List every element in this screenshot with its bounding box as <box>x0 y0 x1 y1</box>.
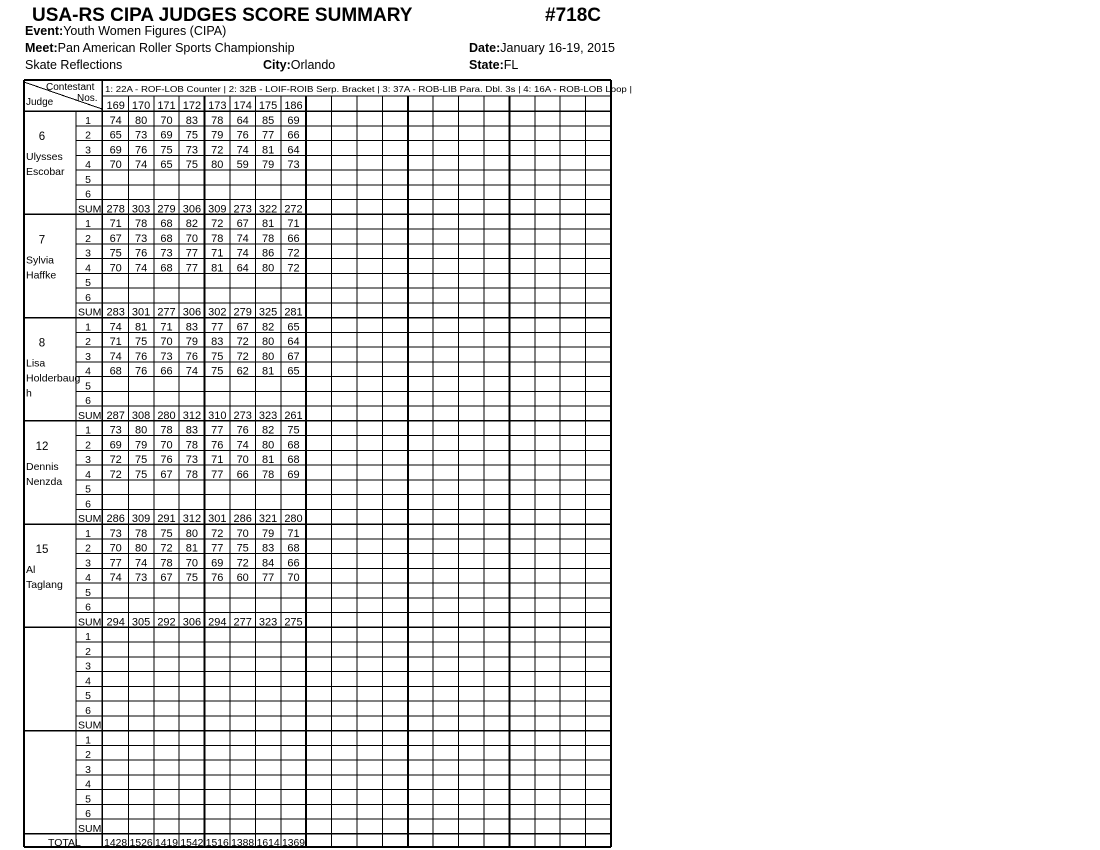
score-cell: 78 <box>185 468 199 481</box>
score-cell: 74 <box>109 321 122 334</box>
score-cell: 81 <box>261 365 275 378</box>
figure-row-number: 3 <box>85 763 91 776</box>
score-cell: 65 <box>109 129 122 142</box>
sum-cell: 323 <box>258 616 278 629</box>
sum-cell: 273 <box>233 409 252 422</box>
score-cell: 74 <box>134 262 148 275</box>
score-cell: 73 <box>134 129 148 142</box>
score-cell: 73 <box>185 454 199 466</box>
score-cell: 75 <box>185 129 199 142</box>
score-cell: 69 <box>109 439 122 452</box>
score-cell: 75 <box>236 542 249 555</box>
score-cell: 67 <box>287 350 300 363</box>
sum-cell: 273 <box>233 203 252 216</box>
score-cell: 80 <box>261 439 275 452</box>
score-cell: 71 <box>211 247 224 260</box>
score-cell: 70 <box>160 439 173 452</box>
score-cell: 68 <box>160 262 173 275</box>
score-cell: 70 <box>185 557 199 570</box>
score-cell: 77 <box>211 542 224 555</box>
judge-header-label: Judge <box>26 97 54 108</box>
score-cell: 80 <box>261 262 275 275</box>
sum-row-label: SUM <box>78 409 102 422</box>
score-cell: 72 <box>109 454 122 466</box>
score-cell: 66 <box>287 232 300 245</box>
score-cell: 77 <box>211 321 224 334</box>
figure-row-number: 3 <box>85 660 91 673</box>
score-cell: 60 <box>236 572 249 584</box>
figure-row-number: 4 <box>85 365 91 378</box>
figure-row-number: 5 <box>85 483 91 496</box>
sum-cell: 292 <box>157 616 176 629</box>
sum-cell: 305 <box>131 616 151 629</box>
score-cell: 74 <box>236 439 249 452</box>
score-cell: 68 <box>160 218 173 230</box>
total-cell: 1516 <box>205 837 230 849</box>
score-cell: 68 <box>109 365 122 378</box>
total-cell: 1419 <box>155 837 179 849</box>
city-value: Orlando <box>290 58 336 72</box>
score-cell: 70 <box>236 454 249 466</box>
score-cell: 80 <box>134 542 148 555</box>
sum-cell: 312 <box>182 513 202 525</box>
state-label: State: <box>469 58 504 72</box>
date-label: Date: <box>469 41 501 55</box>
score-cell: 78 <box>261 232 275 245</box>
score-cell: 69 <box>287 114 300 127</box>
score-cell: 79 <box>261 527 275 540</box>
score-cell: 81 <box>134 321 148 334</box>
judge-name: Ulysses <box>26 151 63 163</box>
score-cell: 70 <box>109 262 122 275</box>
contestant-number: 170 <box>131 100 151 112</box>
sum-cell: 310 <box>208 409 227 422</box>
score-cell: 62 <box>236 365 249 378</box>
sum-cell: 277 <box>157 306 176 319</box>
score-cell: 78 <box>160 424 173 437</box>
score-cell: 67 <box>160 572 173 584</box>
score-cell: 72 <box>211 527 224 540</box>
figure-row-number: 2 <box>85 129 91 142</box>
sum-cell: 309 <box>208 203 227 216</box>
contestant-number: 174 <box>233 100 252 112</box>
meet-value: Pan American Roller Sports Championship <box>57 41 295 55</box>
score-cell: 77 <box>109 557 122 570</box>
sum-cell: 291 <box>157 513 176 525</box>
sum-cell: 301 <box>131 306 151 319</box>
score-cell: 65 <box>160 159 173 171</box>
score-cell: 71 <box>109 336 122 348</box>
score-cell: 85 <box>261 114 275 127</box>
figure-row-number: 4 <box>85 675 91 688</box>
sum-cell: 286 <box>233 513 252 525</box>
score-cell: 67 <box>160 468 173 481</box>
score-cell: 67 <box>109 232 122 245</box>
total-cell: 1542 <box>180 837 204 849</box>
judge-name: Lisa <box>26 357 46 370</box>
state-value: FL <box>503 58 519 72</box>
score-cell: 75 <box>134 336 148 348</box>
score-cell: 76 <box>134 350 148 363</box>
figure-row-number: 4 <box>85 262 91 275</box>
score-cell: 70 <box>109 159 122 171</box>
score-cell: 70 <box>160 114 173 127</box>
score-cell: 74 <box>109 572 122 584</box>
judge-name: Escobar <box>26 166 65 178</box>
figure-row-number: 6 <box>85 395 91 407</box>
score-cell: 70 <box>109 542 122 555</box>
score-cell: 69 <box>109 144 122 157</box>
score-cell: 76 <box>134 144 148 157</box>
score-cell: 69 <box>160 129 173 142</box>
contestant-number: 171 <box>157 100 176 112</box>
score-cell: 73 <box>109 527 122 540</box>
figure-row-number: 5 <box>85 793 91 806</box>
score-cell: 68 <box>160 232 173 245</box>
sum-cell: 322 <box>258 203 278 216</box>
judge-name: Haffke <box>26 269 57 282</box>
sum-cell: 306 <box>182 616 202 629</box>
figure-row-number: 6 <box>85 498 91 511</box>
sum-cell: 302 <box>208 306 227 319</box>
score-cell: 82 <box>261 424 275 437</box>
sum-cell: 281 <box>284 306 303 319</box>
score-cell: 70 <box>236 527 249 540</box>
contestant-header-label: Contestant <box>46 82 95 93</box>
score-cell: 68 <box>287 542 300 555</box>
event-label: Event: <box>25 24 64 38</box>
judge-name: Holderbaug <box>26 372 81 385</box>
figure-row-number: 3 <box>85 350 91 363</box>
score-cell: 66 <box>160 365 173 378</box>
contestant-number: 169 <box>106 100 125 112</box>
sum-cell: 286 <box>106 513 125 525</box>
score-cell: 77 <box>185 247 199 260</box>
sum-cell: 261 <box>284 409 303 422</box>
sum-cell: 308 <box>131 409 151 422</box>
sum-cell: 280 <box>284 513 303 525</box>
score-cell: 64 <box>287 336 300 348</box>
score-cell: 72 <box>109 468 122 481</box>
score-cell: 76 <box>134 365 148 378</box>
score-cell: 64 <box>236 114 249 127</box>
figure-row-number: 2 <box>85 336 91 348</box>
figure-row-number: 5 <box>85 173 91 186</box>
sum-cell: 301 <box>208 513 227 525</box>
figure-row-number: 6 <box>85 291 91 304</box>
score-cell: 80 <box>134 424 148 437</box>
score-cell: 59 <box>236 159 249 171</box>
score-cell: 71 <box>287 218 300 230</box>
figure-row-number: 6 <box>85 188 91 201</box>
score-cell: 74 <box>236 144 249 157</box>
figure-row-number: 5 <box>85 586 91 599</box>
score-cell: 67 <box>236 218 249 230</box>
score-cell: 79 <box>134 439 148 452</box>
score-cell: 81 <box>185 542 199 555</box>
sum-row-label: SUM <box>78 719 102 732</box>
date-value: January 16-19, 2015 <box>500 41 615 55</box>
event-value: Youth Women Figures (CIPA) <box>63 24 227 38</box>
sum-cell: 272 <box>284 203 303 216</box>
score-cell: 76 <box>160 454 173 466</box>
sum-row-label: SUM <box>78 822 102 835</box>
score-cell: 82 <box>185 218 199 230</box>
score-cell: 69 <box>211 557 224 570</box>
judge-name: Taglang <box>26 579 63 591</box>
score-cell: 64 <box>287 144 300 157</box>
score-cell: 75 <box>134 468 148 481</box>
judge-name: Dennis <box>26 460 59 473</box>
figure-row-number: 2 <box>85 645 91 658</box>
figure-row-number: 4 <box>85 572 91 584</box>
judge-name: h <box>26 387 32 400</box>
figure-row-number: 6 <box>85 601 91 614</box>
score-cell: 81 <box>261 144 275 157</box>
score-cell: 72 <box>160 542 173 555</box>
figure-row-number: 1 <box>85 734 91 747</box>
score-cell: 74 <box>185 365 199 378</box>
score-cell: 70 <box>160 336 173 348</box>
score-cell: 78 <box>134 218 148 230</box>
score-cell: 77 <box>211 424 224 437</box>
score-cell: 72 <box>287 262 300 275</box>
score-cell: 83 <box>185 424 199 437</box>
score-cell: 77 <box>261 129 275 142</box>
figure-row-number: 1 <box>85 424 91 437</box>
score-cell: 72 <box>287 247 300 260</box>
score-cell: 72 <box>211 144 224 157</box>
score-cell: 67 <box>236 321 249 334</box>
sum-cell: 306 <box>182 203 202 216</box>
score-cell: 73 <box>185 144 199 157</box>
figure-row-number: 2 <box>85 232 91 245</box>
sum-cell: 306 <box>182 306 202 319</box>
score-cell: 74 <box>236 247 249 260</box>
score-cell: 80 <box>261 336 275 348</box>
judge-name: Al <box>26 564 36 576</box>
score-cell: 73 <box>160 247 173 260</box>
score-cell: 76 <box>185 350 199 363</box>
figure-row-number: 1 <box>85 631 91 643</box>
score-cell: 76 <box>211 439 224 452</box>
score-cell: 82 <box>261 321 275 334</box>
figure-row-number: 5 <box>85 380 91 393</box>
score-cell: 81 <box>211 262 224 275</box>
score-cell: 74 <box>109 114 122 127</box>
score-cell: 78 <box>134 527 148 540</box>
figure-row-number: 5 <box>85 277 91 289</box>
figure-row-number: 1 <box>85 218 91 230</box>
score-cell: 73 <box>160 350 173 363</box>
score-cell: 66 <box>287 557 300 570</box>
venue-value: Skate Reflections <box>25 58 123 72</box>
score-cell: 65 <box>287 321 300 334</box>
figure-row-number: 6 <box>85 808 91 820</box>
score-cell: 80 <box>185 527 199 540</box>
sum-cell: 294 <box>106 616 125 629</box>
figure-row-number: 1 <box>85 321 91 334</box>
judge-number: 7 <box>38 234 46 247</box>
figure-row-number: 3 <box>85 247 91 260</box>
figure-row-number: 4 <box>85 778 91 791</box>
figure-row-number: 4 <box>85 468 91 481</box>
score-cell: 83 <box>185 114 199 127</box>
score-cell: 65 <box>287 365 300 378</box>
sum-cell: 303 <box>131 203 151 216</box>
sum-cell: 323 <box>258 409 278 422</box>
score-cell: 81 <box>261 454 275 466</box>
judge-number: 6 <box>38 131 46 143</box>
score-cell: 75 <box>109 247 122 260</box>
meet-label: Meet: <box>25 41 58 55</box>
sum-cell: 280 <box>157 409 176 422</box>
score-cell: 75 <box>287 424 300 437</box>
score-cell: 73 <box>109 424 122 437</box>
score-cell: 78 <box>211 232 224 245</box>
score-cell: 81 <box>261 218 275 230</box>
form-number: #718C <box>545 5 601 26</box>
score-cell: 78 <box>261 468 275 481</box>
sum-cell: 312 <box>182 409 202 422</box>
score-cell: 68 <box>287 439 300 452</box>
score-cell: 74 <box>134 159 148 171</box>
score-cell: 84 <box>261 557 275 570</box>
score-cell: 66 <box>236 468 249 481</box>
score-cell: 71 <box>160 321 173 334</box>
score-cell: 71 <box>287 527 300 540</box>
city-label: City: <box>263 58 291 72</box>
score-cell: 78 <box>185 439 199 452</box>
nos-header-label: Nos. <box>77 93 98 104</box>
contestant-number: 186 <box>284 100 303 112</box>
score-cell: 75 <box>134 454 148 466</box>
sum-row-label: SUM <box>78 306 102 319</box>
sum-cell: 287 <box>106 409 125 422</box>
score-cell: 71 <box>211 454 224 466</box>
judge-name: Nenzda <box>26 475 63 488</box>
page-title: USA-RS CIPA JUDGES SCORE SUMMARY <box>32 5 413 26</box>
sum-cell: 309 <box>131 513 151 525</box>
sum-cell: 321 <box>258 513 278 525</box>
judge-number: 15 <box>35 544 49 556</box>
score-cell: 69 <box>287 468 300 481</box>
contestant-number: 172 <box>182 100 202 112</box>
score-cell: 83 <box>261 542 275 555</box>
score-cell: 74 <box>236 232 249 245</box>
figure-row-number: 2 <box>85 439 91 452</box>
score-cell: 80 <box>211 159 224 171</box>
judge-name: Sylvia <box>26 254 55 267</box>
figure-row-number: 5 <box>85 690 91 702</box>
sum-row-label: SUM <box>78 616 102 629</box>
total-row-label: TOTAL <box>48 836 81 849</box>
total-cell: 1428 <box>104 837 128 849</box>
score-cell: 76 <box>236 129 249 142</box>
score-cell: 79 <box>261 159 275 171</box>
score-cell: 75 <box>160 527 173 540</box>
sum-row-label: SUM <box>78 203 102 216</box>
score-cell: 75 <box>185 572 199 584</box>
figure-row-number: 1 <box>85 527 91 540</box>
score-cell: 80 <box>134 114 148 127</box>
figure-row-number: 1 <box>85 114 91 127</box>
score-cell: 75 <box>185 159 199 171</box>
figure-row-number: 2 <box>85 749 91 761</box>
contestant-number: 175 <box>258 100 278 112</box>
sum-row-label: SUM <box>78 513 102 525</box>
total-cell: 1369 <box>282 837 306 849</box>
score-cell: 76 <box>211 572 224 584</box>
figure-row-number: 4 <box>85 159 91 171</box>
score-cell: 72 <box>236 336 249 348</box>
score-cell: 76 <box>236 424 249 437</box>
figures-description: 1: 22A - ROF-LOB Counter | 2: 32B - LOIF-ROIB Serp. Bracket | 3: 37A - ROB-LIB Para. Dbl. 3s | 4: 16A - ROB-LOB Loop | <box>105 84 632 94</box>
sum-cell: 279 <box>157 203 176 216</box>
score-cell: 83 <box>185 321 199 334</box>
sum-cell: 279 <box>233 306 252 319</box>
total-cell: 1614 <box>256 837 281 849</box>
score-cell: 78 <box>160 557 173 570</box>
score-cell: 83 <box>211 336 224 348</box>
score-cell: 64 <box>236 262 249 275</box>
score-cell: 74 <box>109 350 122 363</box>
sum-cell: 294 <box>208 616 227 629</box>
sum-cell: 277 <box>233 616 252 629</box>
figure-row-number: 3 <box>85 454 91 466</box>
score-cell: 73 <box>134 232 148 245</box>
score-cell: 66 <box>287 129 300 142</box>
score-cell: 75 <box>211 350 224 363</box>
sum-cell: 275 <box>284 616 303 629</box>
score-cell: 72 <box>236 557 249 570</box>
score-cell: 79 <box>185 336 199 348</box>
judge-number: 12 <box>35 440 49 453</box>
figure-row-number: 3 <box>85 144 91 157</box>
score-cell: 68 <box>287 454 300 466</box>
figure-row-number: 6 <box>85 704 91 717</box>
score-cell: 70 <box>287 572 300 584</box>
sum-cell: 278 <box>106 203 125 216</box>
score-cell: 76 <box>134 247 148 260</box>
total-cell: 1388 <box>231 837 255 849</box>
score-cell: 80 <box>261 350 275 363</box>
score-cell: 77 <box>261 572 275 584</box>
contestant-number: 173 <box>208 100 227 112</box>
score-cell: 75 <box>211 365 224 378</box>
total-cell: 1526 <box>129 837 154 849</box>
score-cell: 73 <box>134 572 148 584</box>
sum-cell: 283 <box>106 306 125 319</box>
score-cell: 86 <box>261 247 275 260</box>
score-cell: 72 <box>236 350 249 363</box>
judge-number: 8 <box>38 337 46 350</box>
score-cell: 73 <box>287 159 300 171</box>
score-cell: 71 <box>109 218 122 230</box>
score-cell: 75 <box>160 144 173 157</box>
sum-cell: 325 <box>258 306 278 319</box>
score-cell: 77 <box>185 262 199 275</box>
figure-row-number: 2 <box>85 542 91 555</box>
figure-row-number: 3 <box>85 557 91 570</box>
score-cell: 70 <box>185 232 199 245</box>
score-cell: 78 <box>211 114 224 127</box>
score-cell: 72 <box>211 218 224 230</box>
score-cell: 77 <box>211 468 224 481</box>
score-cell: 74 <box>134 557 148 570</box>
score-cell: 79 <box>211 129 224 142</box>
